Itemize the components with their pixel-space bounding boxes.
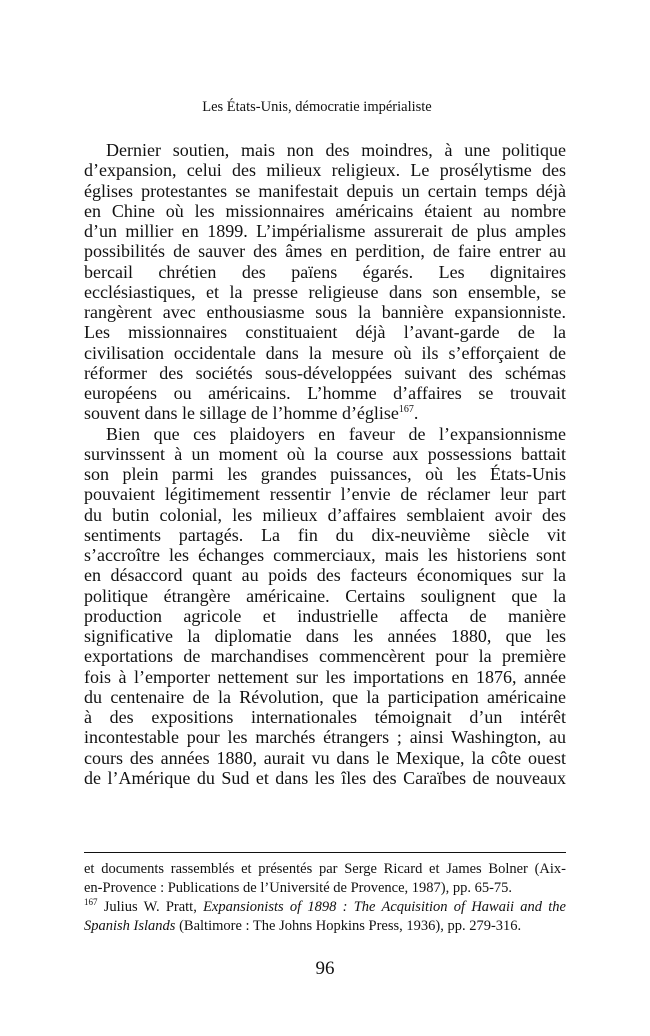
- line-text: Bien que ces plaidoyers en faveur de l’expansionnisme: [106, 423, 566, 444]
- footnote-number: 167: [84, 897, 98, 907]
- text-line: [84, 160, 566, 180]
- line-text: Les missionnaires constituaient déjà l’avant-garde de la: [84, 322, 566, 343]
- line-text: églises protestantes se manifestait depuis un certain temps déjà: [84, 180, 566, 201]
- line-text: du butin colonial, les milieux d’affaires semblaient avoir des: [84, 504, 566, 525]
- text-line: [84, 484, 566, 504]
- line-text: civilisation occidentale dans la mesure où ils s’efforçaient de: [84, 342, 566, 363]
- running-header: Les États-Unis, démocratie impérialiste: [202, 99, 432, 115]
- line-text: bercail chrétien des païens égarés. Les dignitaires: [84, 261, 566, 282]
- text-line: [84, 221, 566, 241]
- text-line: [84, 586, 566, 606]
- line-text: ecclésiastiques, et la presse religieuse dans son ensemble, se: [84, 281, 566, 302]
- paragraph: [84, 140, 566, 424]
- text-line: [84, 444, 566, 464]
- text-line: [84, 707, 566, 727]
- text-line: [84, 667, 566, 687]
- footnote-ref[interactable]: 167: [398, 404, 414, 416]
- line-text: du centenaire de la Révolution, que la participation américaine: [84, 686, 566, 707]
- line-text: possibilités de sauver des âmes en perdition, de faire entrer au: [84, 241, 566, 262]
- footnote-continuation-line: et documents rassemblés et présentés par Serge Ricard et James Bolner (Aix-: [84, 861, 566, 877]
- text-line: [84, 565, 566, 585]
- line-text: cours des années 1880, aurait vu dans le Mexique, la côte ouest: [84, 747, 566, 768]
- text-line: [84, 464, 566, 484]
- text-line: [84, 363, 566, 383]
- text-line: [84, 241, 566, 261]
- line-text: son plein parmi les grandes puissances, où les États-Unis: [84, 464, 566, 484]
- footnote-continuation-line: en-Provence : Publications de l’Université de Provence, 1987), pp. 65-75.: [84, 880, 513, 896]
- text-line: [84, 525, 566, 545]
- text-line: [84, 646, 566, 666]
- text-line: [84, 262, 566, 282]
- footnote-167-cont: [84, 917, 566, 936]
- line-text: production agricole et industrielle affecta de manière: [84, 605, 566, 626]
- line-text: souvent dans le sillage de l’homme d’église: [84, 403, 399, 424]
- text-line: [84, 505, 566, 525]
- line-text: d’un millier en 1899. L’impérialisme assurerait de plus amples: [84, 221, 566, 241]
- text-line: [84, 282, 566, 302]
- footnote-title: Expansionists of 1898 : The Acquisition of Hawaii and the: [203, 899, 566, 915]
- line-text: à des expositions internationales témoignait d’un intérêt: [84, 707, 566, 727]
- line-text: s’accroître les échanges commerciaux, mais les historiens sont: [84, 545, 566, 565]
- footnote-publication: (Baltimore : The Johns Hopkins Press, 1936), pp. 279-316.: [175, 918, 522, 934]
- line-text: en désaccord quant au poids des facteurs économiques sur la: [84, 565, 566, 586]
- line-text: survinssent à un moment où la course aux possessions battait: [84, 443, 566, 464]
- paragraph: [84, 424, 566, 789]
- line-text: d’expansion, celui des milieux religieux. Le prosélytisme des: [84, 160, 566, 181]
- text-line: [84, 201, 566, 221]
- text-line: [84, 383, 566, 403]
- footnote-divider: [84, 852, 566, 853]
- line-text: sentiments partagés. La fin du dix-neuvième siècle vit: [84, 524, 566, 545]
- text-line: [84, 343, 566, 363]
- line-text: exportations de marchandises commencèrent pour la première: [84, 646, 566, 667]
- line-text: incontestable pour les marchés étrangers ; ainsi Washington, au: [84, 727, 566, 748]
- line-text: en Chine où les missionnaires américains étaient au nombre: [84, 200, 566, 221]
- text-line: [84, 545, 566, 565]
- text-line: [84, 424, 566, 444]
- line-text: significative la diplomatie dans les années 1880, que les: [84, 626, 566, 646]
- text-line: [84, 768, 566, 788]
- text-line: [84, 606, 566, 626]
- footnote-title: Spanish Islands: [84, 918, 176, 934]
- line-text: fois à l’emporter nettement sur les importations en 1876, année: [84, 666, 566, 687]
- punctuation: .: [413, 403, 419, 424]
- footnote-167: [84, 898, 566, 917]
- text-line: [84, 687, 566, 707]
- line-text: pouvaient légitimement ressentir l’envie de réclamer leur part: [84, 484, 566, 505]
- text-line: [84, 140, 566, 160]
- footnote-author: Julius W. Pratt,: [97, 899, 204, 915]
- page-number: 96: [315, 958, 335, 979]
- text-line: [84, 322, 566, 342]
- line-text: Dernier soutien, mais non des moindres, à une politique: [106, 140, 566, 160]
- line-text: réformer des sociétés sous-développées suivant des schémas: [84, 362, 566, 383]
- text-line: [84, 403, 566, 423]
- body-text: [84, 140, 566, 788]
- text-line: [84, 727, 566, 747]
- line-text: rangèrent avec enthousiasme sous la bannière expansionniste.: [84, 302, 566, 322]
- text-line: [84, 748, 566, 768]
- text-line: [84, 626, 566, 646]
- line-text: européens ou américains. L’homme d’affaires se trouvait: [84, 383, 566, 403]
- text-line: [84, 181, 566, 201]
- text-line: [84, 302, 566, 322]
- line-text: de l’Amérique du Sud et dans les îles des Caraïbes de nouveaux: [84, 767, 566, 788]
- line-text: politique étrangère américaine. Certains soulignent que la: [84, 585, 566, 606]
- footnotes: [84, 860, 566, 936]
